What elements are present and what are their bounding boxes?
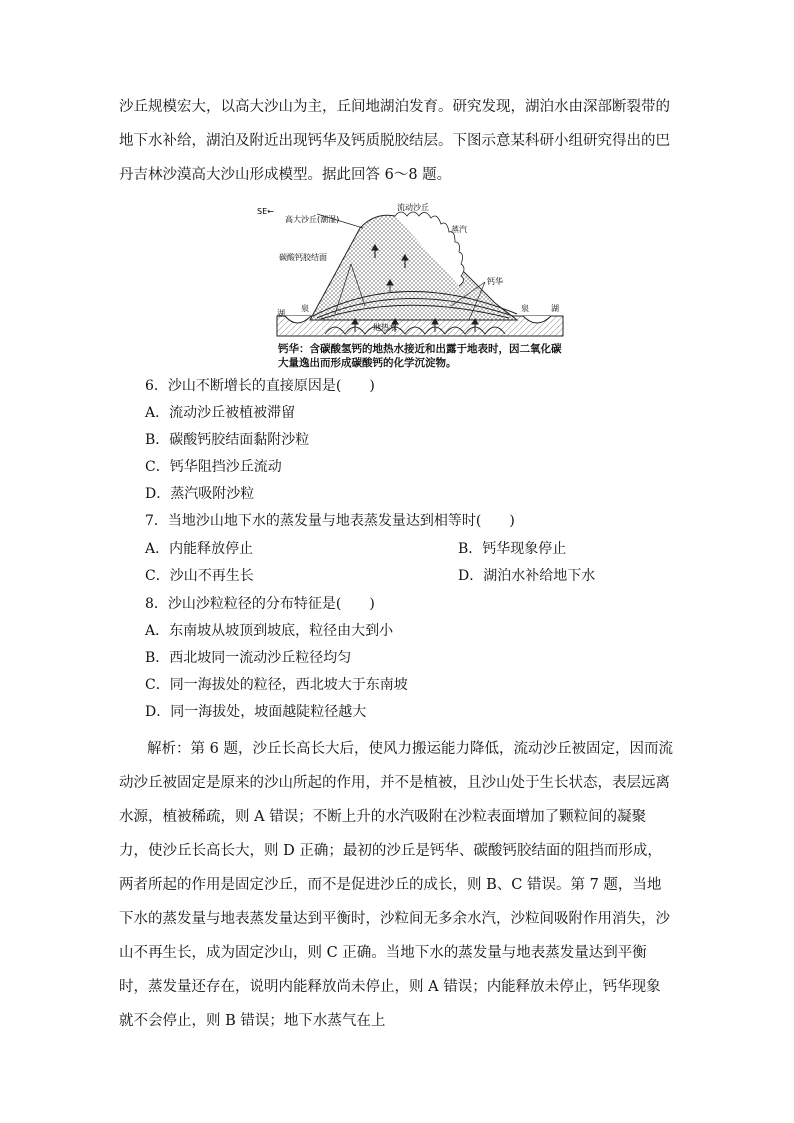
question-6-option-c: C．钙华阻挡沙丘流动 [145, 459, 282, 475]
tall-dune-label: 高大沙丘(潮湿) [285, 215, 340, 224]
question-7-stem: 7．当地沙山地下水的蒸发量与地表蒸发量达到相等时( ) [145, 513, 515, 529]
figure-caption: 钙华：含碳酸氢钙的地热水接近和出露于地表时，因二氧化碳大量逸出而形成碳酸钙的化学沉淀物。 [278, 343, 562, 369]
analysis-paragraph: 解析：第 6 题，沙丘长高长大后，使风力搬运能力降低，流动沙丘被固定，因而流动沙丘被固定是原来的沙山所起的作用，并不是植被，且沙山处于生长状态，表层远离水源，植被稀疏，则 A 错误；不断上升的水汽吸附在沙粒表面增加了颗粒间的凝聚力，使沙丘长高长大，则 D 正确；最初的沙丘是钙华、碳酸钙胶结面的阻挡而形成，两者所起的作用是固定沙丘，而不是促进沙丘的成长，则 B、C 错误。第 7 题，当地下水的蒸发量与地表蒸发量达到平衡时，沙粒间无多余水汽，沙粒间吸附作用消失，沙山不再生长，成为固定沙山，则 C 正确。当地下水的蒸发量与地表蒸发量达到平衡时，蒸发量还存在，说明内能释放尚未停止，则 A 错误；内能释放未停止，钙华现象就不会停止，则 B 错误；地下水蒸气在上 [119, 741, 673, 1029]
spring-right-label: 泉 [521, 304, 529, 313]
se-direction-label: SE← [257, 207, 274, 216]
question-6-option-a: A．流动沙丘被植被滞留 [145, 405, 296, 421]
spring-left-label: 泉 [301, 304, 309, 313]
question-7-option-a: A．内能释放停止 [145, 541, 254, 557]
lake-left-label: 湖 [277, 309, 285, 318]
question-7-option-b: B．钙华现象停止 [458, 541, 567, 557]
question-8-option-b: B．西北坡同一流动沙丘粒径均匀 [145, 650, 352, 666]
question-6-option-b: B．碳酸钙胶结面黏附沙粒 [145, 432, 310, 448]
lake-right-label: 湖 [551, 304, 559, 313]
question-6-stem: 6．沙山不断增长的直接原因是( ) [145, 378, 375, 394]
question-7-option-d: D．湖泊水补给地下水 [458, 568, 596, 584]
travertine-label: 钙华 [487, 277, 503, 286]
geothermal-label: 地热水 [373, 323, 397, 332]
question-6-option-d: D．蒸汽吸附沙粒 [145, 486, 255, 502]
question-8-option-a: A．东南坡从坡顶到坡底，粒径由大到小 [145, 623, 394, 639]
mobile-dune-label: 流动沙丘 [397, 203, 429, 212]
vapor-label: 蒸汽 [451, 225, 467, 234]
question-8-option-c: C．同一海拔处的粒径，西北坡大于东南坡 [145, 677, 408, 693]
cement-surface-label: 碳酸钙胶结面 [279, 253, 327, 262]
question-7-option-c: C．沙山不再生长 [145, 568, 254, 584]
question-8-option-d: D．同一海拔处，坡面越陡粒径越大 [145, 704, 367, 720]
question-8-stem: 8．沙山沙粒粒径的分布特征是( ) [145, 596, 375, 612]
intro-paragraph: 沙丘规模宏大，以高大沙山为主，丘间地湖泊发育。研究发现，湖泊水由深部断裂带的地下水补给，湖泊及附近出现钙华及钙质脱胶结层。下图示意某科研小组研究得出的巴丹吉林沙漠高大沙山形成模型。据此回答 6～8 题。 [119, 99, 670, 183]
